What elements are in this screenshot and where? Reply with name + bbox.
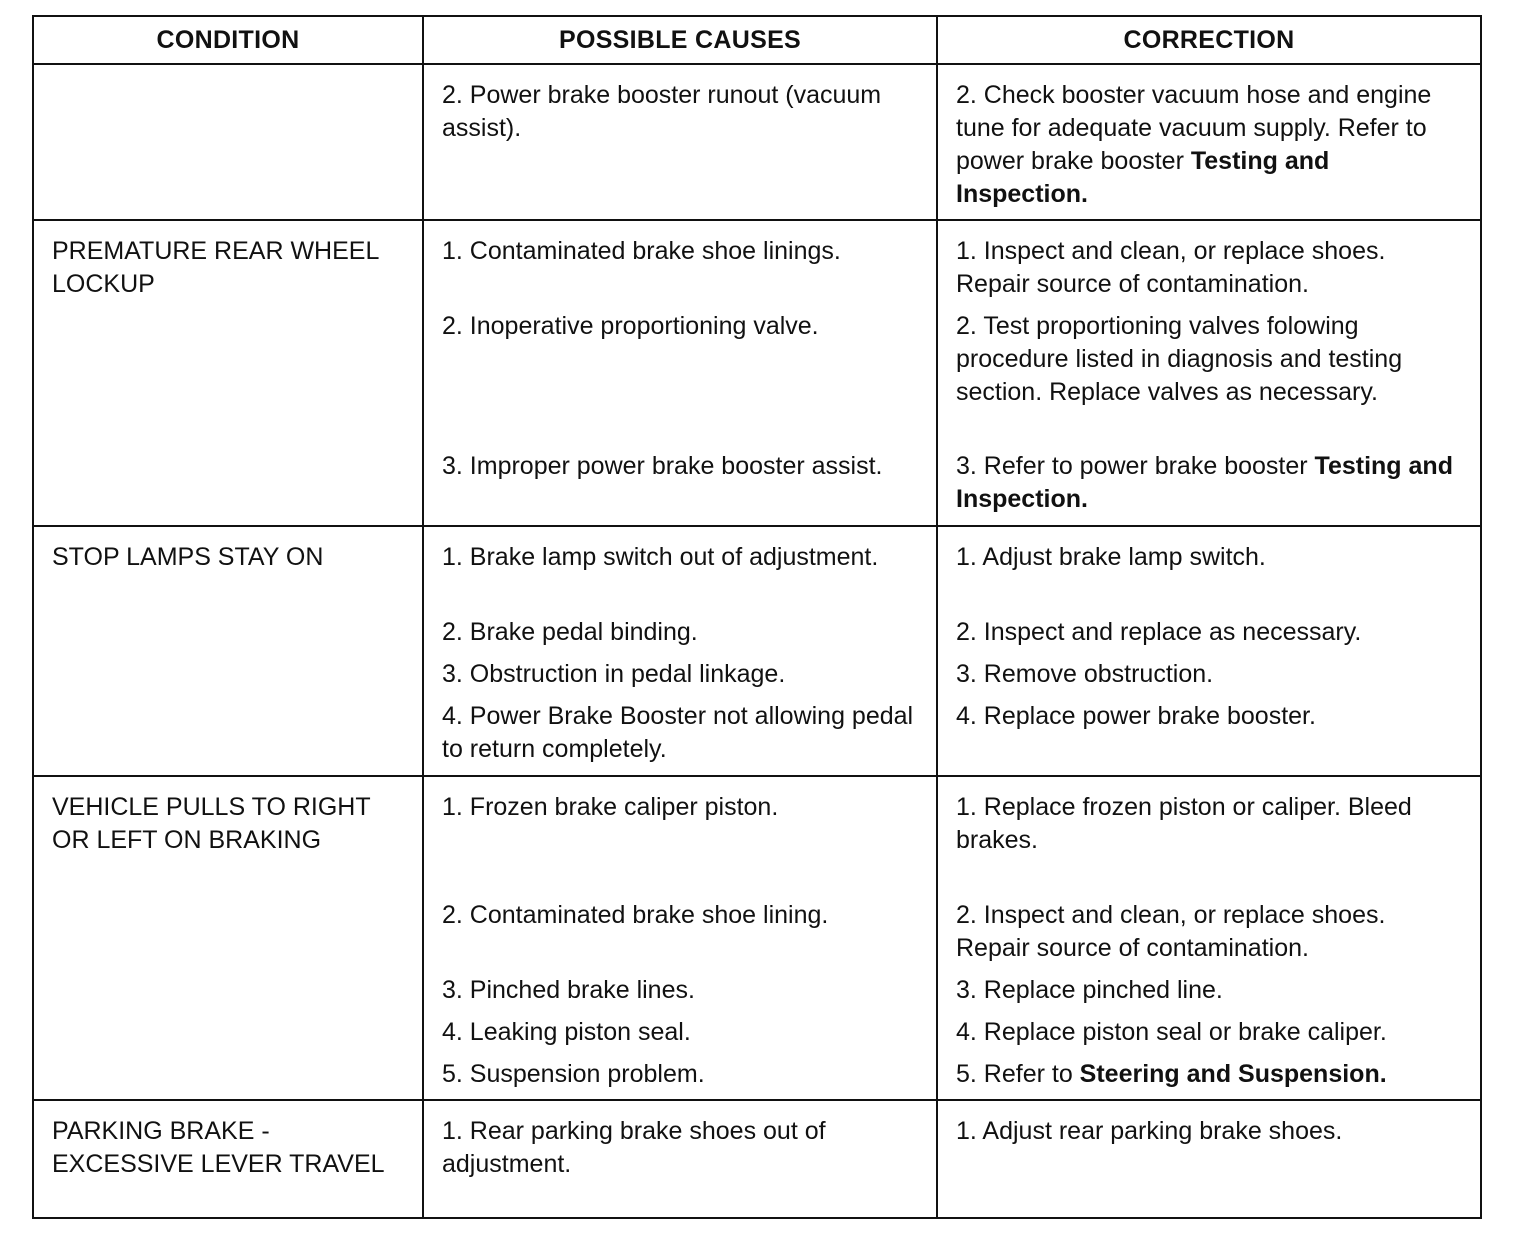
cause-item: 4. Power Brake Booster not allowing pedal to return completely. bbox=[442, 702, 914, 763]
table-row bbox=[33, 220, 1481, 526]
correction-text: 3. Replace pinched line. bbox=[956, 976, 1223, 1004]
cause-item: 2. Contaminated brake shoe lining. bbox=[442, 901, 829, 929]
table-row bbox=[33, 1100, 1481, 1218]
diagnosis-table bbox=[32, 15, 1482, 1219]
cause-item: 3. Obstruction in pedal linkage. bbox=[442, 660, 786, 688]
cause-item: 5. Suspension problem. bbox=[442, 1060, 705, 1088]
causes-cell bbox=[423, 526, 937, 776]
correction-item bbox=[956, 1016, 1462, 1049]
correction-item bbox=[956, 791, 1462, 890]
cause-item: 1. Rear parking brake shoes out of adjustment. bbox=[442, 1117, 826, 1178]
correction-reference: Steering and Suspension. bbox=[1079, 1060, 1387, 1088]
correction-text: 1. Adjust brake lamp switch. bbox=[956, 543, 1266, 571]
condition-text: STOP LAMPS STAY ON bbox=[52, 543, 324, 571]
correction-reference: Testing and Inspection. bbox=[956, 147, 1330, 208]
header-possible-causes: POSSIBLE CAUSES bbox=[423, 16, 937, 64]
condition-cell bbox=[33, 1100, 423, 1218]
correction-cell bbox=[937, 220, 1481, 526]
condition-cell bbox=[33, 526, 423, 776]
condition-cell bbox=[33, 220, 423, 526]
cause-item: 2. Power brake booster runout (vacuum assist). bbox=[442, 81, 882, 142]
condition-text: VEHICLE PULLS TO RIGHT OR LEFT ON BRAKING bbox=[52, 793, 371, 854]
correction-text: 3. Refer to power brake booster bbox=[956, 452, 1315, 480]
correction-text: 3. Remove obstruction. bbox=[956, 660, 1214, 688]
correction-item bbox=[956, 541, 1462, 607]
cause-item: 1. Frozen brake caliper piston. bbox=[442, 793, 779, 821]
correction-text: 1. Adjust rear parking brake shoes. bbox=[956, 1117, 1343, 1145]
correction-cell bbox=[937, 526, 1481, 776]
correction-item bbox=[956, 658, 1462, 691]
causes-cell bbox=[423, 220, 937, 526]
correction-reference: Testing and Inspection. bbox=[956, 452, 1453, 513]
correction-text: 2. Inspect and replace as necessary. bbox=[956, 618, 1362, 646]
cause-item: 3. Improper power brake booster assist. bbox=[442, 452, 883, 480]
correction-item bbox=[956, 1058, 1462, 1091]
correction-text: 1. Inspect and clean, or replace shoes. Repair source of contamination. bbox=[956, 237, 1386, 298]
cause-item: 2. Inoperative proportioning valve. bbox=[442, 312, 819, 340]
correction-text: 2. Check booster vacuum hose and engine tune for adequate vacuum supply. Refer to power brake booster bbox=[956, 81, 1432, 175]
correction-item bbox=[956, 79, 1462, 211]
correction-cell bbox=[937, 776, 1481, 1100]
cause-item: 1. Brake lamp switch out of adjustment. bbox=[442, 543, 879, 571]
correction-item bbox=[956, 310, 1462, 441]
cause-item: 3. Pinched brake lines. bbox=[442, 976, 695, 1004]
correction-text: 2. Inspect and clean, or replace shoes. Repair source of contamination. bbox=[956, 901, 1386, 962]
correction-cell bbox=[937, 1100, 1481, 1218]
correction-text: 1. Replace frozen piston or caliper. Bleed brakes. bbox=[956, 793, 1412, 854]
causes-cell bbox=[423, 776, 937, 1100]
table-row bbox=[33, 64, 1481, 220]
correction-item bbox=[956, 974, 1462, 1007]
cause-item: 2. Brake pedal binding. bbox=[442, 618, 698, 646]
correction-text: 4. Replace piston seal or brake caliper. bbox=[956, 1018, 1387, 1046]
correction-item bbox=[956, 899, 1462, 965]
header-condition: CONDITION bbox=[33, 16, 423, 64]
correction-item bbox=[956, 616, 1462, 649]
correction-text: 2. Test proportioning valves folowing procedure listed in diagnosis and testing section. Replace valves as necessary. bbox=[956, 312, 1403, 406]
condition-text bbox=[34, 65, 422, 87]
correction-item bbox=[956, 1115, 1462, 1148]
correction-text: 5. Refer to bbox=[956, 1060, 1080, 1088]
correction-text: 4. Replace power brake booster. bbox=[956, 702, 1316, 730]
condition-cell bbox=[33, 776, 423, 1100]
correction-item bbox=[956, 235, 1462, 301]
header-correction: CORRECTION bbox=[937, 16, 1481, 64]
table-row bbox=[33, 526, 1481, 776]
condition-cell bbox=[33, 64, 423, 220]
header-row bbox=[33, 16, 1481, 64]
table-row bbox=[33, 776, 1481, 1100]
condition-text: PARKING BRAKE - EXCESSIVE LEVER TRAVEL bbox=[52, 1117, 385, 1178]
correction-item bbox=[956, 700, 1462, 733]
cause-item: 4. Leaking piston seal. bbox=[442, 1018, 691, 1046]
causes-cell bbox=[423, 64, 937, 220]
condition-text: PREMATURE REAR WHEEL LOCKUP bbox=[52, 237, 379, 298]
cause-item: 1. Contaminated brake shoe linings. bbox=[442, 237, 841, 265]
causes-cell bbox=[423, 1100, 937, 1218]
correction-cell bbox=[937, 64, 1481, 220]
correction-item bbox=[956, 450, 1462, 516]
